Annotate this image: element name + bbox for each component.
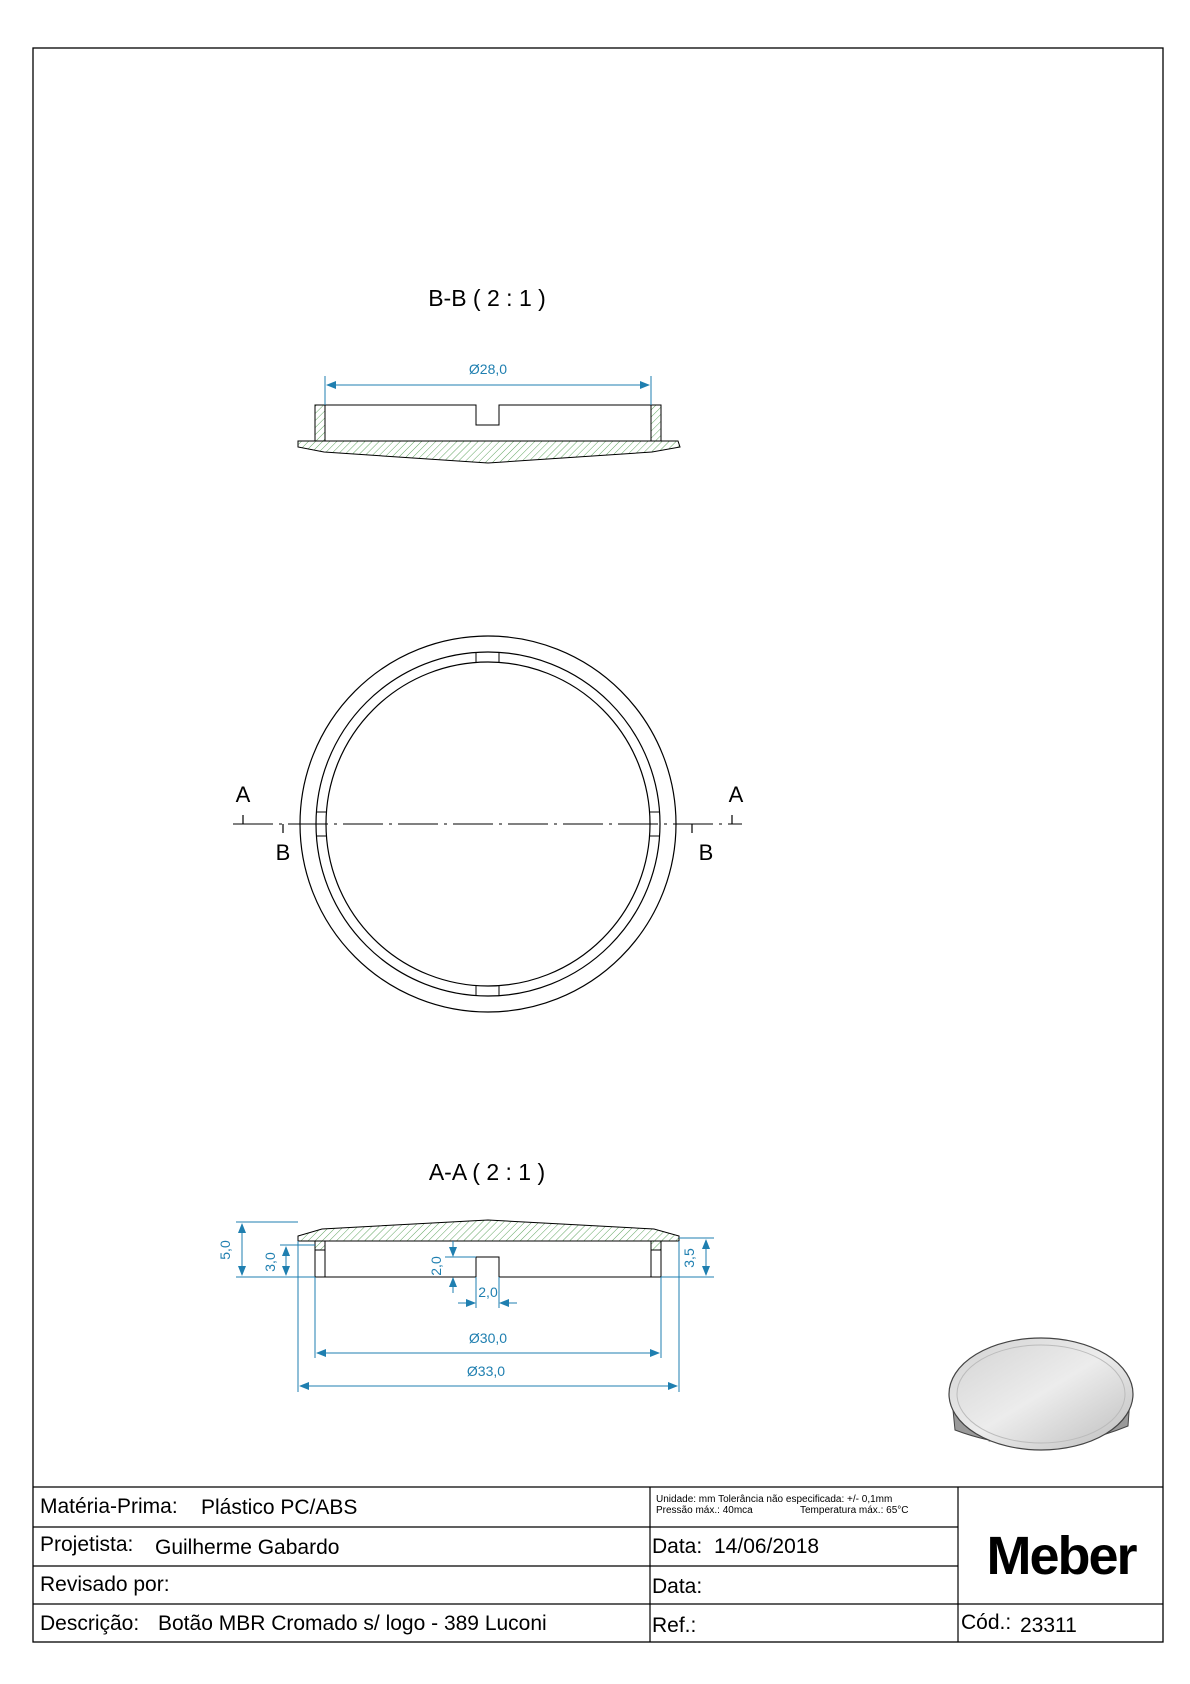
section-aa-left-leg (315, 1250, 325, 1277)
code-label: Cód.: (961, 1611, 1012, 1634)
company-logo: Meber (986, 1526, 1136, 1586)
designer-value: Guilherme Gabardo (155, 1536, 340, 1559)
dim-height-right: 3,5 (681, 1248, 697, 1268)
dim-slot-width: 2,0 (478, 1284, 498, 1300)
cut-label-b-right: B (698, 840, 714, 865)
section-bb-title: B-B ( 2 : 1 ) (428, 285, 546, 311)
date-label: Data: (652, 1535, 703, 1558)
dim-height-total: 5,0 (217, 1240, 233, 1260)
notes-line3: Temperatura máx.: 65°C (800, 1505, 909, 1516)
date-value: 14/06/2018 (714, 1535, 820, 1558)
dim-height-inner: 3,0 (262, 1252, 278, 1272)
designer-label: Projetista: (40, 1533, 134, 1556)
section-aa-right-wall (651, 1241, 661, 1250)
date2-label: Data: (652, 1575, 703, 1598)
slot-bottom (476, 986, 499, 996)
dim-slot-height: 2,0 (428, 1256, 444, 1276)
notes-line2: Pressão máx.: 40mca (656, 1505, 753, 1516)
description-label: Descrição: (40, 1612, 140, 1635)
cut-label-a-left: A (235, 782, 251, 807)
section-bb-left-wall (315, 405, 325, 441)
section-aa-view (217, 1159, 714, 1392)
section-bb-inner-outline (325, 405, 651, 425)
section-aa-title: A-A ( 2 : 1 ) (428, 1159, 546, 1185)
top-view (233, 636, 744, 1012)
section-aa-hatch (298, 1220, 679, 1241)
section-aa-left-wall (315, 1241, 325, 1250)
section-aa-inner-outline (325, 1257, 651, 1277)
cut-label-a-right: A (728, 782, 744, 807)
slot-top (476, 652, 499, 662)
material-label: Matéria-Prima: (40, 1495, 178, 1518)
dim-diameter-inner: Ø30,0 (468, 1330, 508, 1346)
iso-render (949, 1338, 1133, 1450)
code-value: 23311 (1020, 1614, 1077, 1637)
section-bb-hatch (298, 441, 680, 463)
notes-line1: Unidade: mm Tolerância não especificada: +/- 0,1mm (656, 1494, 893, 1505)
description-value: Botão MBR Cromado s/ logo - 389 Luconi (158, 1612, 547, 1635)
ref-label: Ref.: (652, 1614, 697, 1637)
section-bb-right-wall (651, 405, 661, 441)
section-aa-right-leg (651, 1250, 661, 1277)
section-bb-view (298, 285, 680, 463)
reviewed-label: Revisado por: (40, 1573, 170, 1596)
section-bb-dim-diameter: Ø28,0 (468, 361, 508, 377)
material-value: Plástico PC/ABS (201, 1496, 358, 1519)
dim-diameter-outer: Ø33,0 (466, 1363, 506, 1379)
cut-label-b-left: B (275, 840, 291, 865)
